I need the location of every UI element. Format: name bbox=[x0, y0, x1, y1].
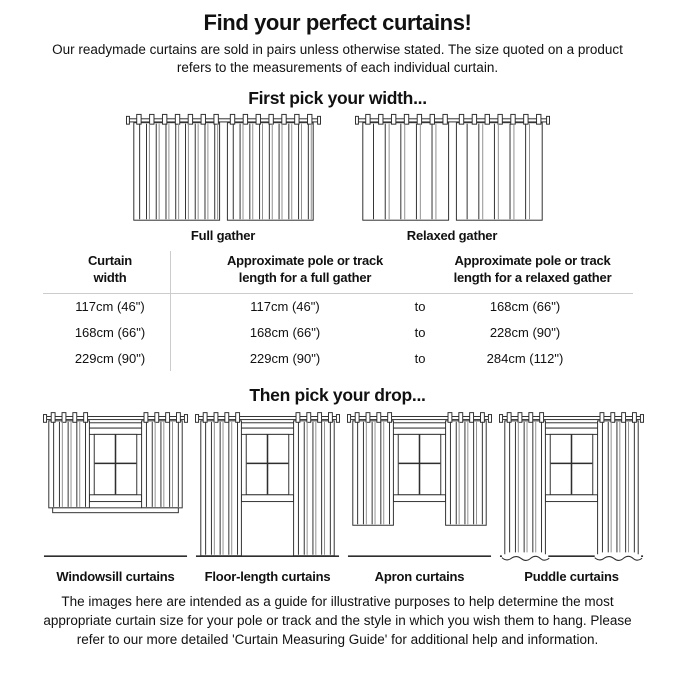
relaxed-gather-value: 168cm (66") bbox=[489, 299, 561, 315]
full-gather-label: Full gather bbox=[190, 227, 256, 243]
full-gather-curtains-icon bbox=[126, 111, 321, 228]
range-separator: to bbox=[414, 325, 426, 341]
drop-styles-row bbox=[0, 409, 675, 584]
width-section-heading: First pick your width... bbox=[248, 87, 427, 108]
relaxed-gather-value: 284cm (112") bbox=[486, 351, 564, 367]
gather-styles-row bbox=[0, 111, 675, 243]
table-row bbox=[43, 294, 633, 320]
header-full-gather-text: Approximate pole or track length for a full gather bbox=[226, 252, 384, 285]
relaxed-gather-label: Relaxed gather bbox=[406, 227, 498, 243]
puddle-curtains-icon bbox=[499, 409, 644, 569]
header-relaxed-gather-text: Approximate pole or track length for a relaxed gather bbox=[453, 252, 612, 285]
curtain-width-value: 229cm (90") bbox=[74, 351, 146, 367]
table-row bbox=[43, 320, 633, 346]
relaxed-gather-value: 228cm (90") bbox=[489, 325, 561, 341]
footer-note: The images here are intended as a guide for illustrative purposes to help determine the most appropriate curtain size for your pole or track and the style in which you wish them to hang. Please refer to our more detailed 'Curtain Measuring Guide' for additional help and information. bbox=[43, 593, 632, 648]
page-title: Find your perfect curtains! bbox=[203, 10, 472, 35]
windowsill-curtains-label: Windowsill curtains bbox=[56, 568, 175, 584]
pole-length-table bbox=[43, 253, 633, 372]
curtain-width-value: 117cm (46") bbox=[75, 299, 145, 315]
apron-curtains-label: Apron curtains bbox=[374, 568, 465, 584]
floor-length-curtains-figure bbox=[195, 409, 340, 584]
full-gather-value: 229cm (90") bbox=[249, 351, 321, 367]
puddle-curtains-label: Puddle curtains bbox=[524, 568, 619, 584]
full-gather-value: 168cm (66") bbox=[249, 325, 321, 341]
relaxed-gather-curtains-icon bbox=[355, 111, 550, 228]
range-separator: to bbox=[414, 351, 426, 367]
curtain-width-value: 168cm (66") bbox=[74, 325, 146, 341]
table-column-divider bbox=[170, 251, 171, 371]
full-gather-figure bbox=[126, 111, 321, 243]
full-gather-value: 117cm (46") bbox=[250, 299, 320, 315]
windowsill-curtains-figure bbox=[43, 409, 188, 584]
header-curtain-width bbox=[43, 253, 178, 287]
header-full-gather bbox=[178, 253, 433, 287]
puddle-curtains-figure bbox=[499, 409, 644, 584]
intro-text: Our readymade curtains are sold in pairs unless otherwise stated. The size quoted on a product refers to the measurements of each individual curtain. bbox=[52, 42, 623, 76]
table-row bbox=[43, 346, 633, 372]
floor-length-curtains-icon bbox=[195, 409, 340, 569]
drop-section-heading: Then pick your drop... bbox=[249, 384, 426, 405]
apron-curtains-figure bbox=[347, 409, 492, 584]
windowsill-curtains-icon bbox=[43, 409, 188, 569]
range-separator: to bbox=[414, 299, 426, 315]
relaxed-gather-figure bbox=[355, 111, 550, 243]
table-header-row bbox=[43, 253, 633, 294]
header-curtain-width-text: Curtain width bbox=[87, 252, 133, 285]
header-relaxed-gather bbox=[433, 253, 633, 287]
apron-curtains-icon bbox=[347, 409, 492, 569]
floor-length-curtains-label: Floor-length curtains bbox=[204, 568, 331, 584]
